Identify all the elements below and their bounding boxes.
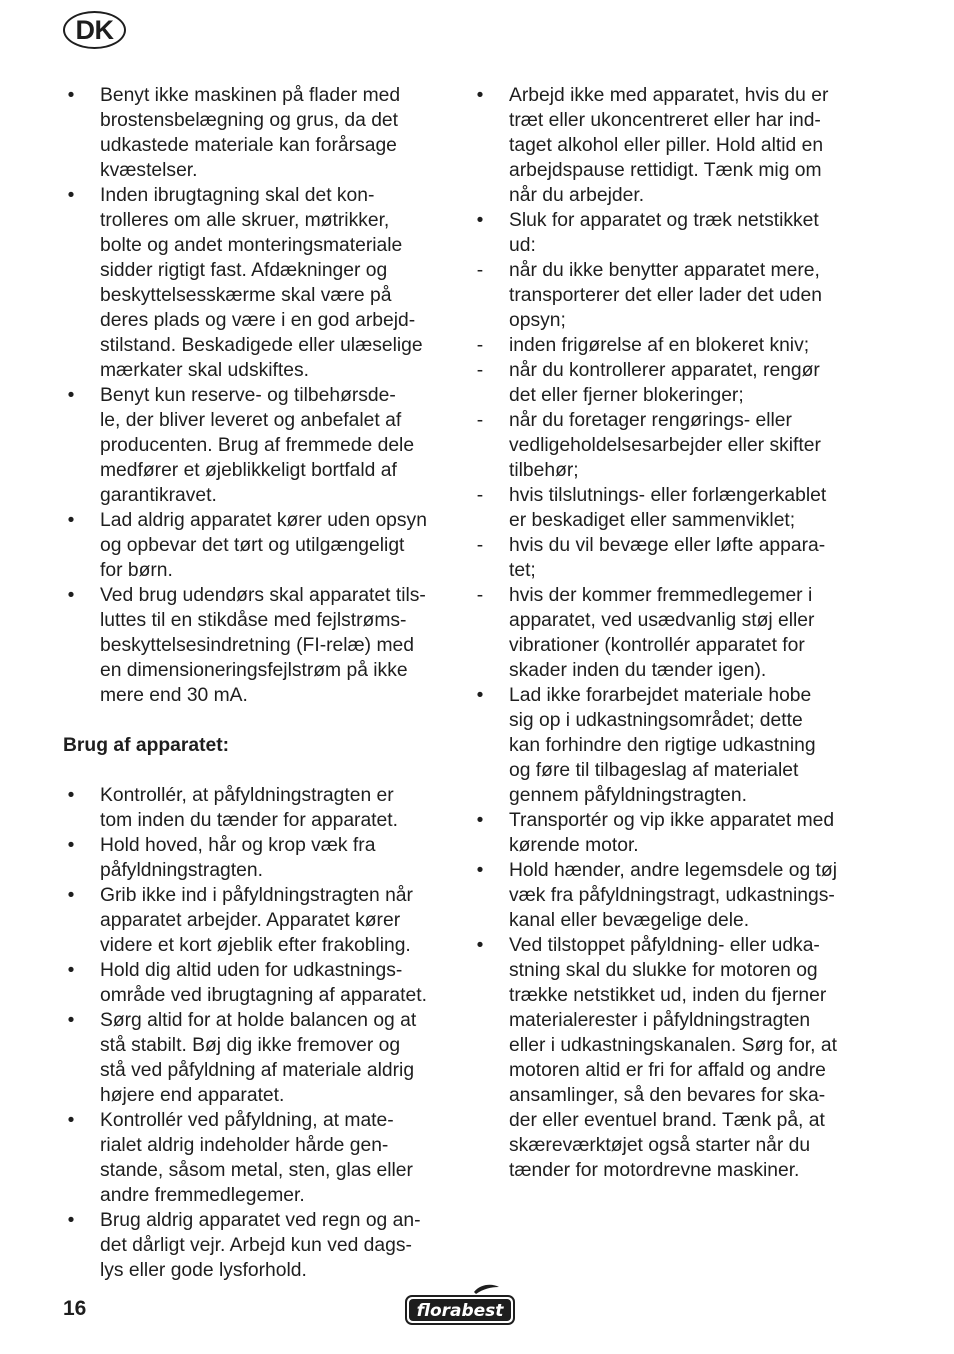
dash-marker: - bbox=[476, 360, 484, 381]
list-item-line: hvis tilslutnings- eller forlængerkablet bbox=[509, 485, 827, 506]
list-item-line: Brug aldrig apparatet ved regn og an- bbox=[100, 1210, 421, 1231]
list-item-line: og føre til tilbageslag af materialet bbox=[509, 760, 799, 781]
list-item-line: mere end 30 mA. bbox=[100, 685, 248, 706]
list-item-line: stå ved påfyldning af materiale aldrig bbox=[100, 1060, 415, 1081]
list-item-line: medfører et øjeblikkeligt bortfald af bbox=[100, 460, 397, 481]
list-item-line: stå stabilt. Bøj dig ikke fremover og bbox=[100, 1035, 401, 1056]
list-item bbox=[472, 358, 872, 408]
bullet-marker: • bbox=[476, 685, 484, 706]
list-item-line: motoren altid er fri for affald og andre bbox=[509, 1060, 826, 1081]
page-number: 16 bbox=[63, 1297, 87, 1320]
dash-marker: - bbox=[476, 485, 484, 506]
list-item-line: udkastede materiale kan forårsage bbox=[100, 135, 397, 156]
list-item-line: Lad aldrig apparatet kører uden opsyn bbox=[100, 510, 427, 531]
list-item-line: bolte og andet monteringsmateriale bbox=[100, 235, 403, 256]
list-item-line: Inden ibrugtagning skal det kon- bbox=[100, 185, 375, 206]
list-item bbox=[472, 83, 872, 208]
list-item-line: Transportér og vip ikke apparatet med bbox=[509, 810, 835, 831]
svg-text:florabest: florabest bbox=[416, 1301, 504, 1321]
list-item-line: er beskadiget eller sammenviklet; bbox=[509, 510, 796, 531]
language-badge bbox=[63, 11, 126, 49]
dash-marker: - bbox=[476, 535, 484, 556]
list-item-line: ud: bbox=[509, 235, 536, 256]
list-item bbox=[472, 408, 872, 483]
list-item bbox=[63, 1208, 463, 1283]
list-item bbox=[63, 1008, 463, 1108]
list-item bbox=[63, 583, 463, 708]
bullet-marker: • bbox=[67, 885, 75, 906]
list-item-line: opsyn; bbox=[509, 310, 566, 331]
list-item-line: når du kontrollerer apparatet, rengør bbox=[509, 360, 820, 381]
list-item-line: ansamlinger, så den bevares for ska- bbox=[509, 1085, 826, 1106]
list-item bbox=[63, 883, 463, 958]
list-item-line: beskyttelsesskærme skal være på bbox=[100, 285, 392, 306]
right-column bbox=[472, 83, 872, 1183]
language-badge-label: DK bbox=[75, 14, 114, 45]
list-item-line: skæreværktøjet også starter når du bbox=[509, 1135, 811, 1156]
list-item-line: påfyldningstragten. bbox=[100, 860, 263, 881]
list-item-line: materialerester i påfyldningstragten bbox=[509, 1010, 811, 1031]
list-item bbox=[63, 508, 463, 583]
list-item-line: brostensbelægning og grus, da det bbox=[100, 110, 398, 131]
list-item-line: taget alkohol eller piller. Hold altid en bbox=[509, 135, 824, 156]
list-item-line: Kontrollér ved påfyldning, at mate- bbox=[100, 1110, 394, 1131]
spacer bbox=[63, 758, 463, 783]
list-item-line: luttes til en stikdåse med fejlstrøms- bbox=[100, 610, 407, 631]
list-item-line: videre et kort øjeblik efter frakobling. bbox=[100, 935, 411, 956]
list-item-line: kan forhindre den rigtige udkastning bbox=[509, 735, 816, 756]
list-item bbox=[472, 258, 872, 333]
list-item-line: område ved ibrugtagning af apparatet. bbox=[100, 985, 427, 1006]
list-item-line: sig op i udkastningsområdet; dette bbox=[509, 710, 803, 731]
list-item-line: højere end apparatet. bbox=[100, 1085, 285, 1106]
bullet-marker: • bbox=[476, 85, 484, 106]
list-item-line: Hold hoved, hår og krop væk fra bbox=[100, 835, 376, 856]
list-item-line: stande, såsom metal, sten, glas eller bbox=[100, 1160, 413, 1181]
list-item bbox=[472, 208, 872, 258]
left-column bbox=[63, 83, 463, 1283]
list-item-line: træt eller ukoncentreret eller har ind- bbox=[509, 110, 821, 131]
bullet-marker: • bbox=[476, 810, 484, 831]
bullet-marker: • bbox=[67, 385, 75, 406]
list-item-line: lys eller gode lysforhold. bbox=[100, 1260, 307, 1281]
bullet-marker: • bbox=[476, 935, 484, 956]
list-item-line: tænder for motordrevne maskiner. bbox=[509, 1160, 800, 1181]
list-item-line: hvis du vil bevæge eller løfte appara- bbox=[509, 535, 826, 556]
list-item-line: væk fra påfyldningstragt, udkastnings- bbox=[509, 885, 835, 906]
list-item-line: trolleres om alle skruer, møtrikker, bbox=[100, 210, 390, 231]
dash-marker: - bbox=[476, 585, 484, 606]
list-item-line: vedligeholdelsesarbejder eller skifter bbox=[509, 435, 821, 456]
list-item bbox=[63, 833, 463, 883]
list-item bbox=[472, 583, 872, 683]
list-item-line: når du ikke benytter apparatet mere, bbox=[509, 260, 820, 281]
list-item-line: stning skal du slukke for motoren og bbox=[509, 960, 818, 981]
list-item bbox=[472, 533, 872, 583]
list-item-line: Benyt ikke maskinen på flader med bbox=[100, 85, 401, 106]
bullet-marker: • bbox=[67, 1110, 75, 1131]
list-item-line: inden frigørelse af en blokeret kniv; bbox=[509, 335, 810, 356]
list-item-line: le, der bliver leveret og anbefalet af bbox=[100, 410, 402, 431]
list-item-line: kanal eller bevægelige dele. bbox=[509, 910, 750, 931]
list-item-line: for børn. bbox=[100, 560, 173, 581]
dash-marker: - bbox=[476, 335, 484, 356]
list-item-line: Benyt kun reserve- og tilbehørsde- bbox=[100, 385, 396, 406]
spacer bbox=[63, 708, 463, 733]
safety-list-usage bbox=[63, 783, 463, 1283]
list-item-line: Grib ikke ind i påfyldningstragten når bbox=[100, 885, 413, 906]
list-item-line: skader inden du tænder igen). bbox=[509, 660, 767, 681]
list-item-line: hvis der kommer fremmedlegemer i bbox=[509, 585, 813, 606]
bullet-marker: • bbox=[476, 210, 484, 231]
list-item-line: vibrationer (kontrollér apparatet for bbox=[509, 635, 805, 656]
florabest-logo-graphic bbox=[404, 1283, 516, 1327]
list-item bbox=[63, 383, 463, 508]
list-item bbox=[472, 333, 872, 358]
list-item-line: Lad ikke forarbejdet materiale hobe bbox=[509, 685, 812, 706]
bullet-marker: • bbox=[67, 835, 75, 856]
bullet-marker: • bbox=[476, 860, 484, 881]
list-item-line: Ved tilstoppet påfyldning- eller udka- bbox=[509, 935, 820, 956]
list-item-line: når du arbejder. bbox=[509, 185, 645, 206]
list-item-line: Sørg altid for at holde balancen og at bbox=[100, 1010, 417, 1031]
list-item-line: Hold hænder, andre legemsdele og tøj bbox=[509, 860, 837, 881]
list-item bbox=[63, 958, 463, 1008]
list-item-line: og opbevar det tørt og utilgængeligt bbox=[100, 535, 405, 556]
bullet-marker: • bbox=[67, 585, 75, 606]
list-item bbox=[472, 808, 872, 858]
list-item-line: tilbehør; bbox=[509, 460, 579, 481]
bullet-marker: • bbox=[67, 85, 75, 106]
list-item-line: arbejdspause rettidigt. Tænk mig om bbox=[509, 160, 822, 181]
list-item-line: eller i udkastningskanalen. Sørg for, at bbox=[509, 1035, 837, 1056]
list-item-line: trække netstikket ud, inden du fjerner bbox=[509, 985, 827, 1006]
list-item bbox=[63, 183, 463, 383]
list-item-line: gennem påfyldningstragten. bbox=[509, 785, 747, 806]
dash-marker: - bbox=[476, 260, 484, 281]
list-item bbox=[472, 858, 872, 933]
list-item-line: beskyttelsesindretning (FI-relæ) med bbox=[100, 635, 414, 656]
list-item-line: Hold dig altid uden for udkastnings- bbox=[100, 960, 403, 981]
list-item bbox=[63, 783, 463, 833]
list-item-line: når du foretager rengørings- eller bbox=[509, 410, 792, 431]
list-item-line: andre fremmedlegemer. bbox=[100, 1185, 305, 1206]
list-item-line: producenten. Brug af fremmede dele bbox=[100, 435, 415, 456]
list-item-line: det eller fjerner blokeringer; bbox=[509, 385, 744, 406]
list-item-line: Ved brug udendørs skal apparatet tils- bbox=[100, 585, 426, 606]
list-item-line: kørende motor. bbox=[509, 835, 639, 856]
bullet-marker: • bbox=[67, 510, 75, 531]
list-item-line: det dårligt vejr. Arbejd kun ved dags- bbox=[100, 1235, 412, 1256]
list-item-line: kvæstelser. bbox=[100, 160, 198, 181]
list-item bbox=[472, 483, 872, 533]
list-item bbox=[63, 1108, 463, 1208]
list-item-line: Kontrollér, at påfyldningstragten er bbox=[100, 785, 394, 806]
list-item-line: stilstand. Beskadigede eller ulæselige bbox=[100, 335, 423, 356]
bullet-marker: • bbox=[67, 960, 75, 981]
bullet-marker: • bbox=[67, 785, 75, 806]
dash-marker: - bbox=[476, 410, 484, 431]
list-item-line: apparatet arbejder. Apparatet kører bbox=[100, 910, 401, 931]
list-item-line: Arbejd ikke med apparatet, hvis du er bbox=[509, 85, 829, 106]
section-heading: Brug af apparatet: bbox=[63, 735, 230, 756]
florabest-logo bbox=[404, 1283, 516, 1327]
list-item-line: mærkater skal udskiftes. bbox=[100, 360, 309, 381]
list-item-line: tom inden du tænder for apparatet. bbox=[100, 810, 398, 831]
list-item-line: tet; bbox=[509, 560, 536, 581]
list-item-line: en dimensioneringsfejlstrøm på ikke bbox=[100, 660, 408, 681]
safety-list-general bbox=[63, 83, 463, 708]
safety-list-operation bbox=[472, 83, 872, 1183]
bullet-marker: • bbox=[67, 1210, 75, 1231]
list-item bbox=[63, 83, 463, 183]
list-item-line: apparatet, ved usædvanlig støj eller bbox=[509, 610, 815, 631]
list-item-line: transporterer det eller lader det uden bbox=[509, 285, 822, 306]
bullet-marker: • bbox=[67, 1010, 75, 1031]
list-item-line: sidder rigtigt fast. Afdækninger og bbox=[100, 260, 388, 281]
list-item bbox=[472, 683, 872, 808]
list-item-line: rialet aldrig indeholder hårde gen- bbox=[100, 1135, 389, 1156]
list-item-line: Sluk for apparatet og træk netstikket bbox=[509, 210, 819, 231]
bullet-marker: • bbox=[67, 185, 75, 206]
list-item-line: deres plads og være i en god arbejd- bbox=[100, 310, 416, 331]
list-item-line: garantikravet. bbox=[100, 485, 217, 506]
list-item-line: der eller eventuel brand. Tænk på, at bbox=[509, 1110, 825, 1131]
list-item bbox=[472, 933, 872, 1183]
